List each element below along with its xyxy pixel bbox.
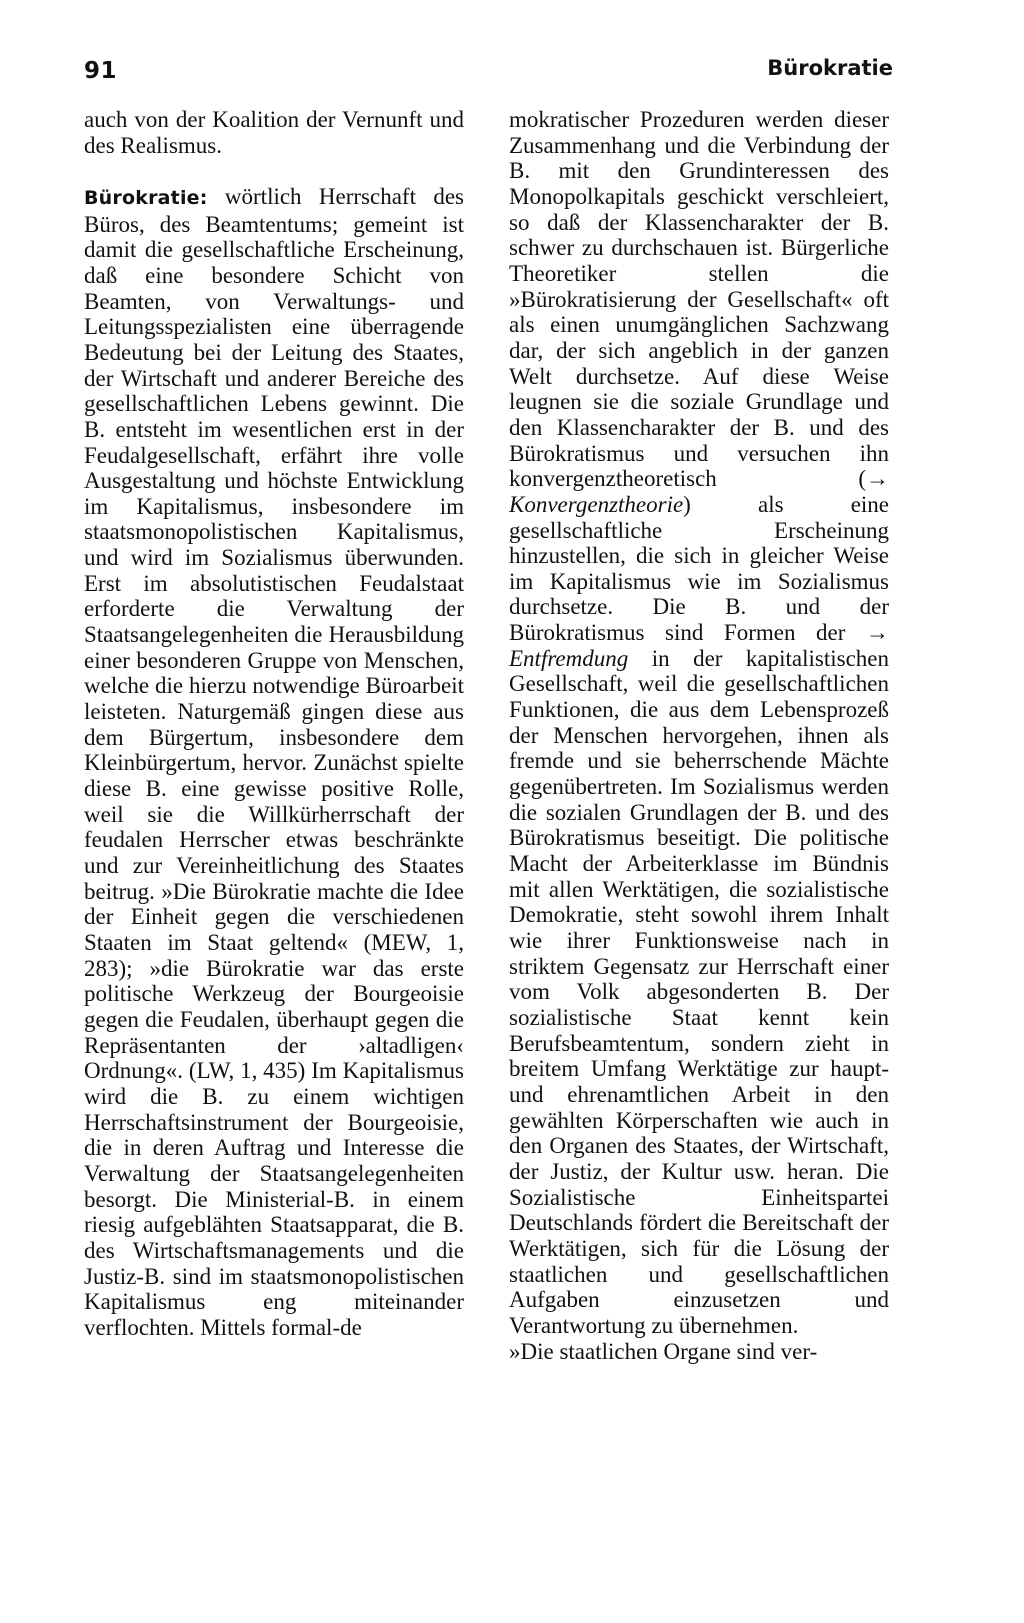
quote-paragraph-start: »Die staatlichen Organe sind ver-	[509, 1338, 818, 1364]
right-column	[509, 107, 889, 1364]
entry-continuation-paragraph	[509, 107, 889, 1339]
cross-reference-konvergenztheorie[interactable]: Konvergenztheorie	[509, 491, 684, 517]
entry-text: wörtlich Herrschaft des Büros, des Beamtentums; gemeint ist damit die gesellschaftliche Erscheinung, daß eine besondere Schicht von Beamten, von Verwaltungs- und Leitungsspezialisten eine überragende Bedeutung bei der Leitung des Staates, der Wirtschaft und anderer Bereiche des gesellschaftlichen Lebens gewinnt. Die B. entsteht im wesentlichen erst in der Feudalgesellschaft, erfährt ihre volle Ausgestaltung und höchste Entwicklung im Kapitalismus, insbesondere im staatsmonopolistischen Kapitalismus, und wird im Sozialismus überwunden. Erst im absolutistischen Feudalstaat erforderte die Verwaltung der Staatsangelegenheiten die Herausbildung einer besonderen Gruppe von Menschen, welche die hierzu notwendige Büroarbeit leisteten. Naturgemäß gingen diese aus dem Bürgertum, insbesondere dem Kleinbürgertum, hervor. Zunächst spielte diese B. eine gewisse positive Rolle, weil sie die Willkürherrschaft der feudalen Herrscher etwas beschränkte und zur Vereinheitlichung des Staates beitrug. »Die Bürokratie machte die Idee der Einheit gegen die verschiedenen Staaten im Staat geltend« (MEW, 1, 283); »die Bürokratie war das erste politische Werkzeug der Bourgeoisie gegen die Feudalen, überhaupt gegen die Repräsentanten der ›altadligen‹ Ordnung«. (LW, 1, 435) Im Kapitalismus wird die B. zu einem wichtigen Herrschaftsinstrument der Bourgeoisie, die in deren Auftrag und Interesse die Verwaltung der Staatsangelegenheiten besorgt. Die Ministerial-B. in einem riesig aufgeblähten Staatsapparat, die B. des Wirtschaftsmanagements und die Justiz-B. sind im staatsmonopolistischen Kapitalismus eng miteinander verflochten. Mittels formal-de	[84, 183, 464, 1340]
continuation-paragraph: auch von der Koalition der Vernunft und des Realismus.	[84, 107, 464, 158]
page-number: 91	[84, 58, 118, 84]
left-column	[84, 107, 464, 1340]
cross-reference-arrow-icon: →	[866, 466, 889, 492]
running-head: Bürokratie	[767, 56, 893, 80]
cross-reference-entfremdung[interactable]: Entfremdung	[509, 645, 629, 671]
entry-paragraph	[84, 184, 464, 1341]
entry-text-part-3: in der kapitalistischen Gesellschaft, weil die gesellschaftlichen Funktionen, die aus dem Lebensprozeß der Menschen hervorgehen, ihnen als fremde und sie beherrschende Mächte gegenübertreten. Im Sozialismus werden die sozialen Grundlagen der B. und des Bürokratismus beseitigt. Die politische Macht der Arbeiterklasse im Bündnis mit allen Werktätigen, die sozialistische Demokratie, steht sowohl ihrem Inhalt wie ihrer Funktionsweise nach in striktem Gegensatz zur Herrschaft einer vom Volk abgesonderten B. Der sozialistische Staat kennt kein Berufsbeamtentum, sondern zieht in breitem Umfang Werktätige zur haupt- und ehrenamtlichen Arbeit in den gewählten Körperschaften wie auch in den Organen des Staates, der Wirtschaft, der Justiz, der Kultur usw. heran. Die Sozialistische Einheitspartei Deutschlands fördert die Bereitschaft der Werktätigen, sich für die Lösung der staatlichen und gesellschaftlichen Aufgaben einzusetzen und Verantwortung zu übernehmen.	[509, 645, 889, 1338]
entry-headword: Bürokratie:	[84, 186, 208, 209]
cross-reference-arrow-icon: →	[866, 620, 889, 646]
entry-text-part-2: ) als eine gesellschaftliche Erscheinung hinzustellen, die sich in gleicher Weise im Kapitalismus wie im Sozialismus durchsetze. Die B. und der Bürokratismus sind Formen der	[509, 491, 889, 646]
entry-text-part-1: mokratischer Prozeduren werden dieser Zusammenhang und die Verbindung der B. mit den Grundinteressen des Monopolkapitals geschickt verschleiert, so daß der Klassencharakter der B. schwer zu durchschauen ist. Bürgerliche Theoretiker stellen die »Bürokratisierung der Gesellschaft« oft als einen unumgänglichen Sachzwang dar, der sich angeblich in der ganzen Welt durchsetze. Auf diese Weise leugnen sie die soziale Grundlage und den Klassencharakter der B. und des Bürokratismus und versuchen ihn konvergenztheoretisch (	[509, 107, 889, 492]
